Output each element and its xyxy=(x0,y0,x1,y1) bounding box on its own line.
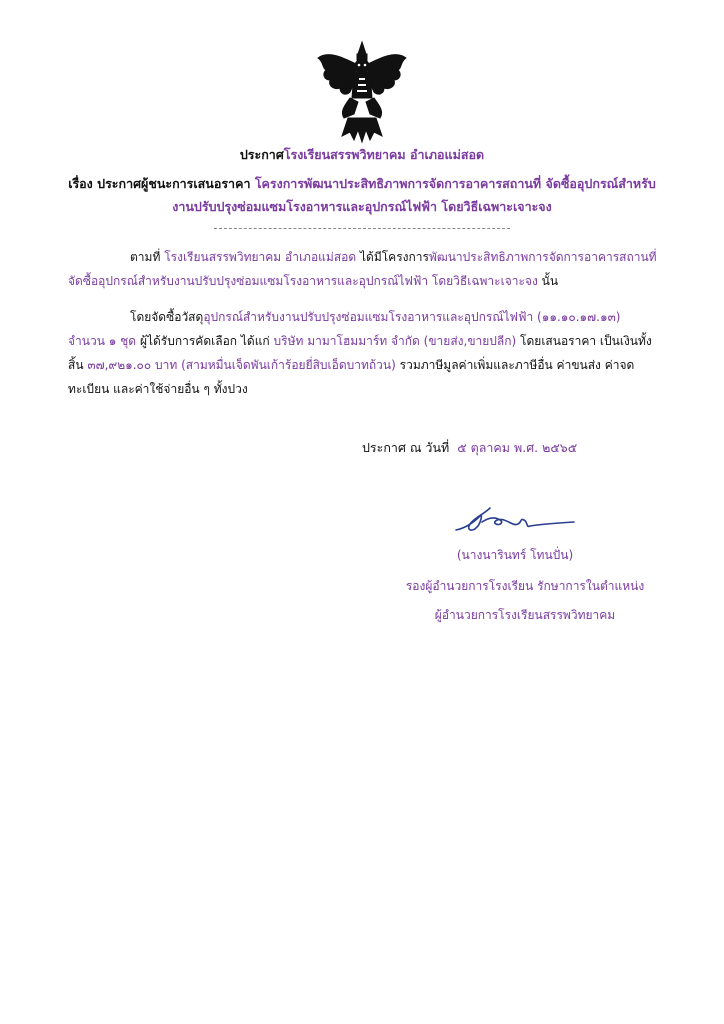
paragraph-2-line-4 xyxy=(68,380,248,398)
garuda-emblem-icon xyxy=(314,40,410,146)
handwritten-signature xyxy=(452,502,578,536)
separator-rule xyxy=(214,228,510,229)
announcement-date xyxy=(362,438,577,458)
paragraph-1-line-1 xyxy=(130,248,657,266)
p2-quantity: จำนวน ๑ ชุด xyxy=(68,334,137,348)
p2-selected: ผู้ได้รับการคัดเลือก ได้แก่ xyxy=(139,334,270,348)
subject-line xyxy=(40,175,684,193)
p2-amount: ๓๗,๙๒๑.๐๐ บาท (สามหมื่นเจ็ดพันเก้าร้อยยี่สิบเอ็ดบาทถ้วน) xyxy=(87,358,396,372)
p2-tax: รวมภาษีมูลค่าเพิ่มและภาษีอื่น ค่าขนส่ง ค่าจด xyxy=(399,358,635,372)
p1-end: นั้น xyxy=(541,274,559,288)
paragraph-2-line-2 xyxy=(68,332,652,350)
date-label: ประกาศ ณ วันที่ xyxy=(362,440,450,455)
p1-text-c: ได้มีโครงการ xyxy=(359,250,429,264)
paragraph-2-line-1 xyxy=(130,308,620,326)
signatory-position-2: ผู้อำนวยการโรงเรียนสรรพวิทยาคม xyxy=(434,608,616,622)
p2-item: อุปกรณ์สำหรับงานปรับปรุงซ่อมแซมโรงอาหารและอุปกรณ์ไฟฟ้า (๑๑.๑๐.๑๗.๑๓) xyxy=(203,310,621,324)
p1-text-a: ตามที่ xyxy=(130,250,161,264)
school-name: โรงเรียนสรรพวิทยาคม อำเภอแม่สอด xyxy=(283,147,485,162)
subject-prefix: เรื่อง ประกาศผู้ชนะการเสนอราคา xyxy=(68,176,251,191)
paragraph-1-line-2 xyxy=(68,272,558,290)
signatory-name: (นางนารินทร์ โทนปั่น) xyxy=(456,548,574,562)
title-prefix: ประกาศ xyxy=(239,147,284,162)
p2-vendor: บริษัท มามาโฮมมาร์ท จำกัด (ขายส่ง,ขายปลีก) xyxy=(273,334,517,348)
subject-line-continued: งานปรับปรุงซ่อมแซมโรงอาหารและอุปกรณ์ไฟฟ้า โดยวิธีเฉพาะเจาะจง xyxy=(172,199,552,214)
announcement-title xyxy=(40,146,684,164)
paragraph-2-line-3 xyxy=(68,356,634,374)
p2-text-a: โดยจัดซื้อวัสดุ xyxy=(130,310,204,324)
p1-project-detail: จัดซื้ออุปกรณ์สำหรับงานปรับปรุงซ่อมแซมโรงอาหารและอุปกรณ์ไฟฟ้า โดยวิธีเฉพาะเจาะจง xyxy=(68,274,538,288)
p1-school: โรงเรียนสรรพวิทยาคม อำเภอแม่สอด xyxy=(164,250,357,264)
p2-offer: โดยเสนอราคา เป็นเงินทั้ง xyxy=(520,334,652,348)
date-value: ๕ ตุลาคม พ.ศ. ๒๕๖๕ xyxy=(457,440,578,455)
p1-project: พัฒนาประสิทธิภาพการจัดการอาคารสถานที่ xyxy=(428,250,657,264)
signatory-position-1: รองผู้อำนวยการโรงเรียน รักษาการในตำแหน่ง xyxy=(405,579,645,593)
project-name: โครงการพัฒนาประสิทธิภาพการจัดการอาคารสถานที่ จัดซื้ออุปกรณ์สำหรับ xyxy=(254,176,656,191)
p2-expenses: ทะเบียน และค่าใช้จ่ายอื่น ๆ ทั้งปวง xyxy=(68,382,248,396)
p2-total-label: สิ้น xyxy=(68,358,84,372)
